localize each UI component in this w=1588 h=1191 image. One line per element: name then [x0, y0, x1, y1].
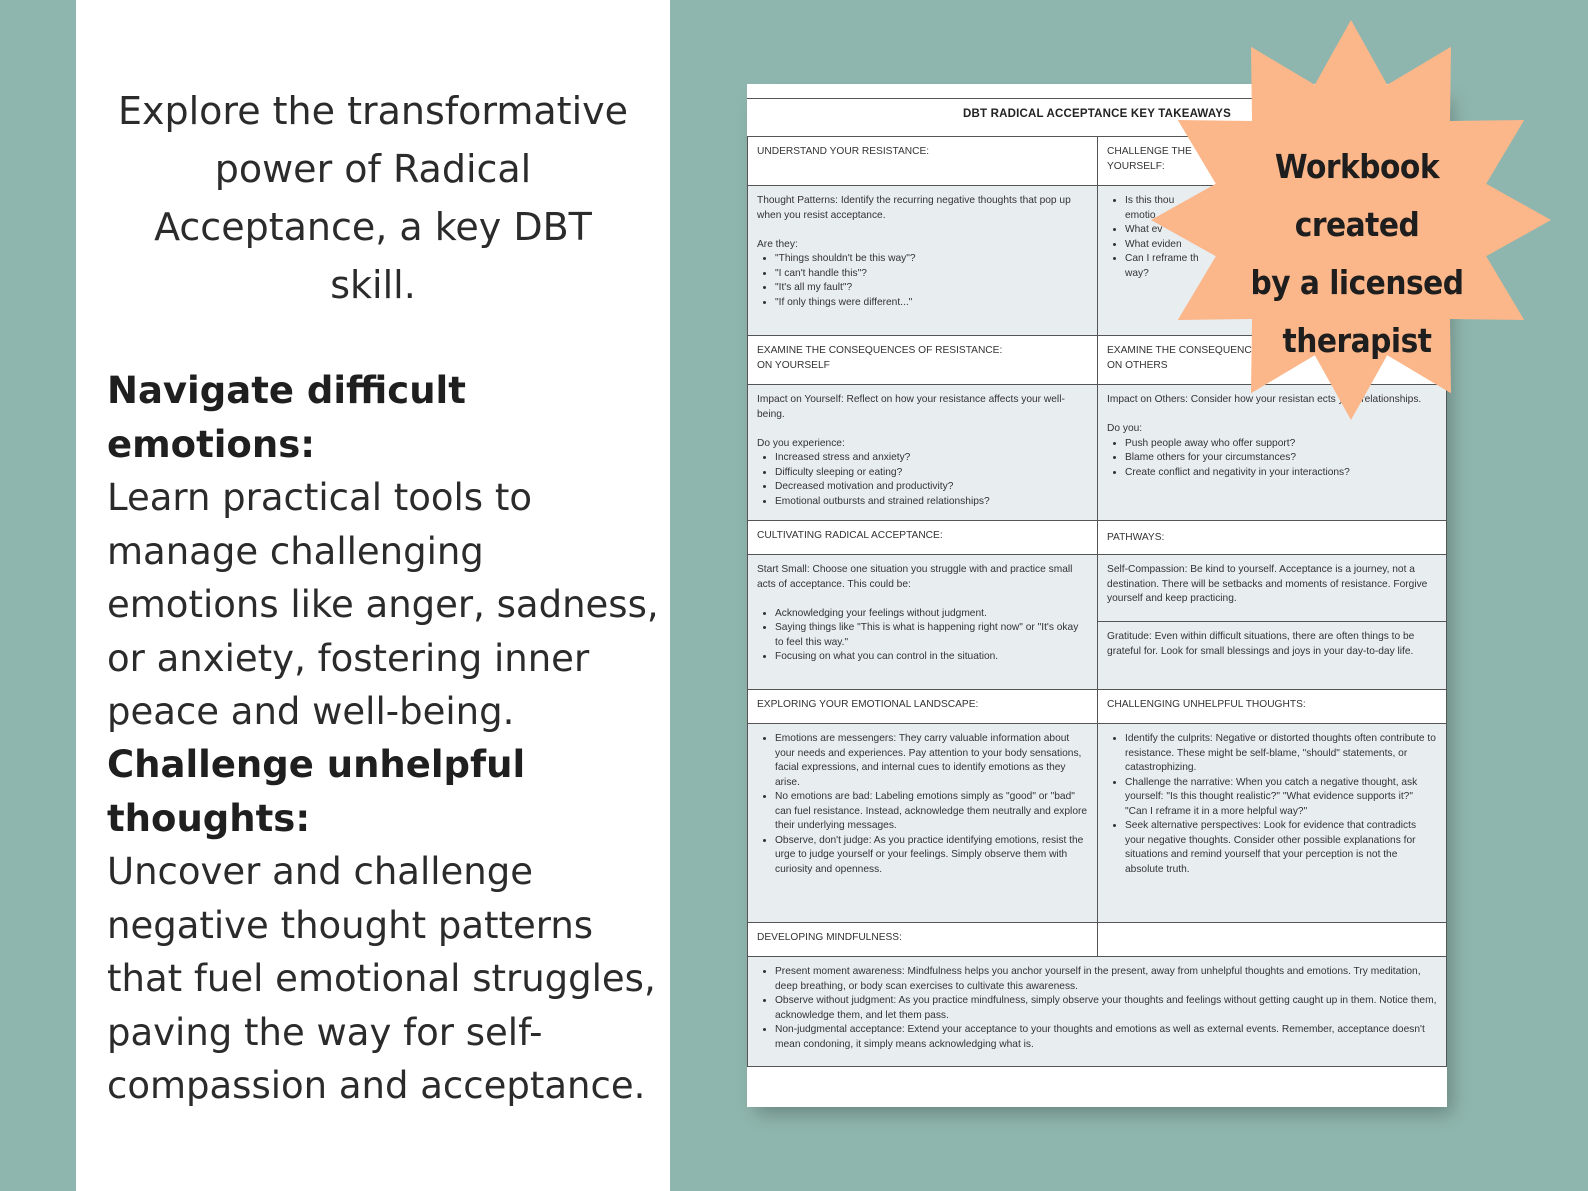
list-item: • "If only things were different..." — [775, 296, 1089, 311]
list-item: • Blame others for your circumstances? — [1125, 451, 1438, 466]
badge-text — [1212, 138, 1502, 370]
cell-header: CHALLENGING UNHELPFUL THOUGHTS: — [1097, 690, 1446, 723]
bullet-list — [1107, 437, 1438, 481]
header-line: EXAMINE THE CONSEQUENC — [1107, 345, 1252, 356]
list-item: • What eviden — [1125, 238, 1438, 253]
list-item: • Create conflict and negativity in your interactions? — [1125, 466, 1438, 481]
section-navigate-emotions — [107, 364, 667, 739]
section-body: Uncover and challenge negative thought patterns that fuel emotional struggles, paving the way for self-compassion and acceptance. — [107, 850, 656, 1107]
bullet-list — [757, 252, 1089, 310]
list-item: • Push people away who offer support? — [1125, 437, 1438, 452]
section-challenge-thoughts — [107, 738, 667, 1113]
table-row — [748, 724, 1446, 923]
cell-header: DEVELOPING MINDFULNESS: — [748, 923, 1097, 956]
list-item: • Can I reframe th way? — [1125, 252, 1438, 281]
cell-text: Do you experience: — [757, 437, 845, 449]
cell-content — [748, 555, 1097, 689]
list-item: • "I can't handle this"? — [775, 267, 1089, 282]
cell-content — [748, 186, 1097, 335]
table-row — [748, 923, 1446, 957]
list-item: • Emotions are messengers: They carry valuable information about your needs and experiences. Pay attention to your body sensations, facial expressions, and internal cues to identify emotions as they arise. — [775, 732, 1089, 790]
cell-text: Self-Compassion: Be kind to yourself. Acceptance is a journey, not a destination. There will be setbacks and moments of resistance. Forgive yourself and keep practicing. — [1107, 564, 1428, 604]
cell-text: Do you: — [1107, 423, 1143, 434]
list-item: • Decreased motivation and productivity? — [775, 480, 1089, 495]
list-item: • "It's all my fault"? — [775, 281, 1089, 296]
badge-line: therapist — [1282, 321, 1432, 360]
header-line: CHALLENGE THE — [1107, 146, 1192, 157]
list-item: • Acknowledging your feelings without judgment. — [775, 607, 1089, 622]
list-item: • Is this thou emotio — [1125, 194, 1438, 223]
list-item: • No emotions are bad: Labeling emotions simply as "good" or "bad" can fuel resistance. Instead, acknowledge them neutrally and explore their underlying messages. — [775, 790, 1089, 834]
bullet-list — [757, 965, 1438, 1052]
cell-text: Impact on Others: Consider how your resistan ects your relationships. — [1107, 394, 1422, 405]
cell-content — [748, 385, 1097, 520]
bullet-list — [757, 607, 1089, 665]
header-line: EXAMINE THE CONSEQUENCES OF RESISTANCE: — [757, 345, 1003, 356]
list-item: • Present moment awareness: Mindfulness helps you anchor yourself in the present, away from unhelpful thoughts and emotions. Try meditation, deep breathing, or body scan exercises to cultivate this awareness. — [775, 965, 1438, 994]
section-heading: Challenge unhelpful thoughts: — [107, 743, 526, 840]
list-item: • Focusing on what you can control in the situation. — [775, 650, 1089, 665]
document-title: DBT RADICAL ACCEPTANCE KEY TAKEAWAYS — [962, 108, 1232, 120]
cell-text: Impact on Yourself: Reflect on how your resistance affects your well-being. — [757, 394, 1065, 420]
list-item: • Observe without judgment: As you practice mindfulness, simply observe your thoughts and feelings without getting caught up in them. Notice them, acknowledge them, and let them pass. — [775, 994, 1438, 1023]
header-line: ON OTHERS — [1107, 359, 1168, 371]
list-item: • Emotional outbursts and strained relationships? — [775, 495, 1089, 510]
table-row — [748, 957, 1446, 1066]
left-panel — [76, 0, 670, 1191]
badge-line: Workbook created — [1274, 147, 1440, 244]
table-row — [748, 521, 1446, 555]
list-item: • Seek alternative perspectives: Look for evidence that contradicts your negative thoughts. Consider other possible explanations for situations and remind yourself that your perception is not the absolute truth. — [1125, 819, 1438, 877]
table-row — [748, 690, 1446, 724]
list-item: • Non-judgmental acceptance: Extend your acceptance to your thoughts and emotions as well as external events. Remember, acceptance doesn't mean condoning, it simply means acknowledging what is. — [775, 1023, 1438, 1052]
list-item: • Observe, don't judge: As you practice identifying emotions, resist the urge to judge yourself or your feelings. Simply observe them with curiosity and openness. — [775, 834, 1089, 878]
bullet-list — [757, 732, 1089, 877]
cell-empty — [1097, 923, 1446, 956]
cell-header: UNDERSTAND YOUR RESISTANCE: — [748, 137, 1097, 185]
cell-content — [1097, 724, 1446, 922]
section-heading: Navigate difficult emotions: — [107, 369, 466, 466]
bullet-list — [1107, 732, 1438, 877]
header-line: ON YOURSELF — [757, 359, 830, 371]
table-row — [748, 555, 1446, 690]
cell-header: EXPLORING YOUR EMOTIONAL LANDSCAPE: — [748, 690, 1097, 723]
cell-header: PATHWAYS: — [1097, 521, 1446, 554]
list-item: • "Things shouldn't be this way"? — [775, 252, 1089, 267]
header-line: YOURSELF: — [1107, 160, 1165, 172]
list-item: • What ev — [1125, 223, 1438, 238]
intro-text: Explore the transformative power of Radical Acceptance, a key DBT skill. — [117, 89, 628, 307]
list-item: • Identify the culprits: Negative or distorted thoughts often contribute to resistance. These might be self-blame, "should" statements, or catastrophizing. — [1125, 732, 1438, 776]
cell-text: Are they: — [757, 238, 798, 250]
cell-content — [748, 724, 1097, 922]
list-item: • Difficulty sleeping or eating? — [775, 466, 1089, 481]
cell-content — [748, 957, 1446, 1066]
cell-text: Gratitude: Even within difficult situations, there are often things to be grateful for. Look for small blessings and joys in your day-to-day life. — [1098, 621, 1446, 665]
list-item: • Increased stress and anxiety? — [775, 451, 1089, 466]
list-item: • Saying things like "This is what is happening right now" or "It's okay to feel this way." — [775, 621, 1089, 650]
cell-text: Start Small: Choose one situation you struggle with and practice small acts of acceptance. This could be: — [757, 564, 1073, 590]
section-body: Learn practical tools to manage challenging emotions like anger, sadness, or anxiety, fostering inner peace and well-being. — [107, 476, 659, 733]
bullet-list — [757, 451, 1089, 509]
cell-header: CULTIVATING RADICAL ACCEPTANCE: — [748, 521, 1097, 554]
cell-text: Thought Patterns: Identify the recurring negative thoughts that pop up when you resist acceptance. — [757, 195, 1071, 221]
cell-content — [1097, 555, 1446, 689]
badge-line: by a licensed — [1250, 263, 1464, 302]
list-item: • Challenge the narrative: When you catch a negative thought, ask yourself: "Is this thought realistic?" "What evidence supports it?" "Can I reframe it in a more helpful way?" — [1125, 776, 1438, 820]
cell-header — [748, 336, 1097, 384]
